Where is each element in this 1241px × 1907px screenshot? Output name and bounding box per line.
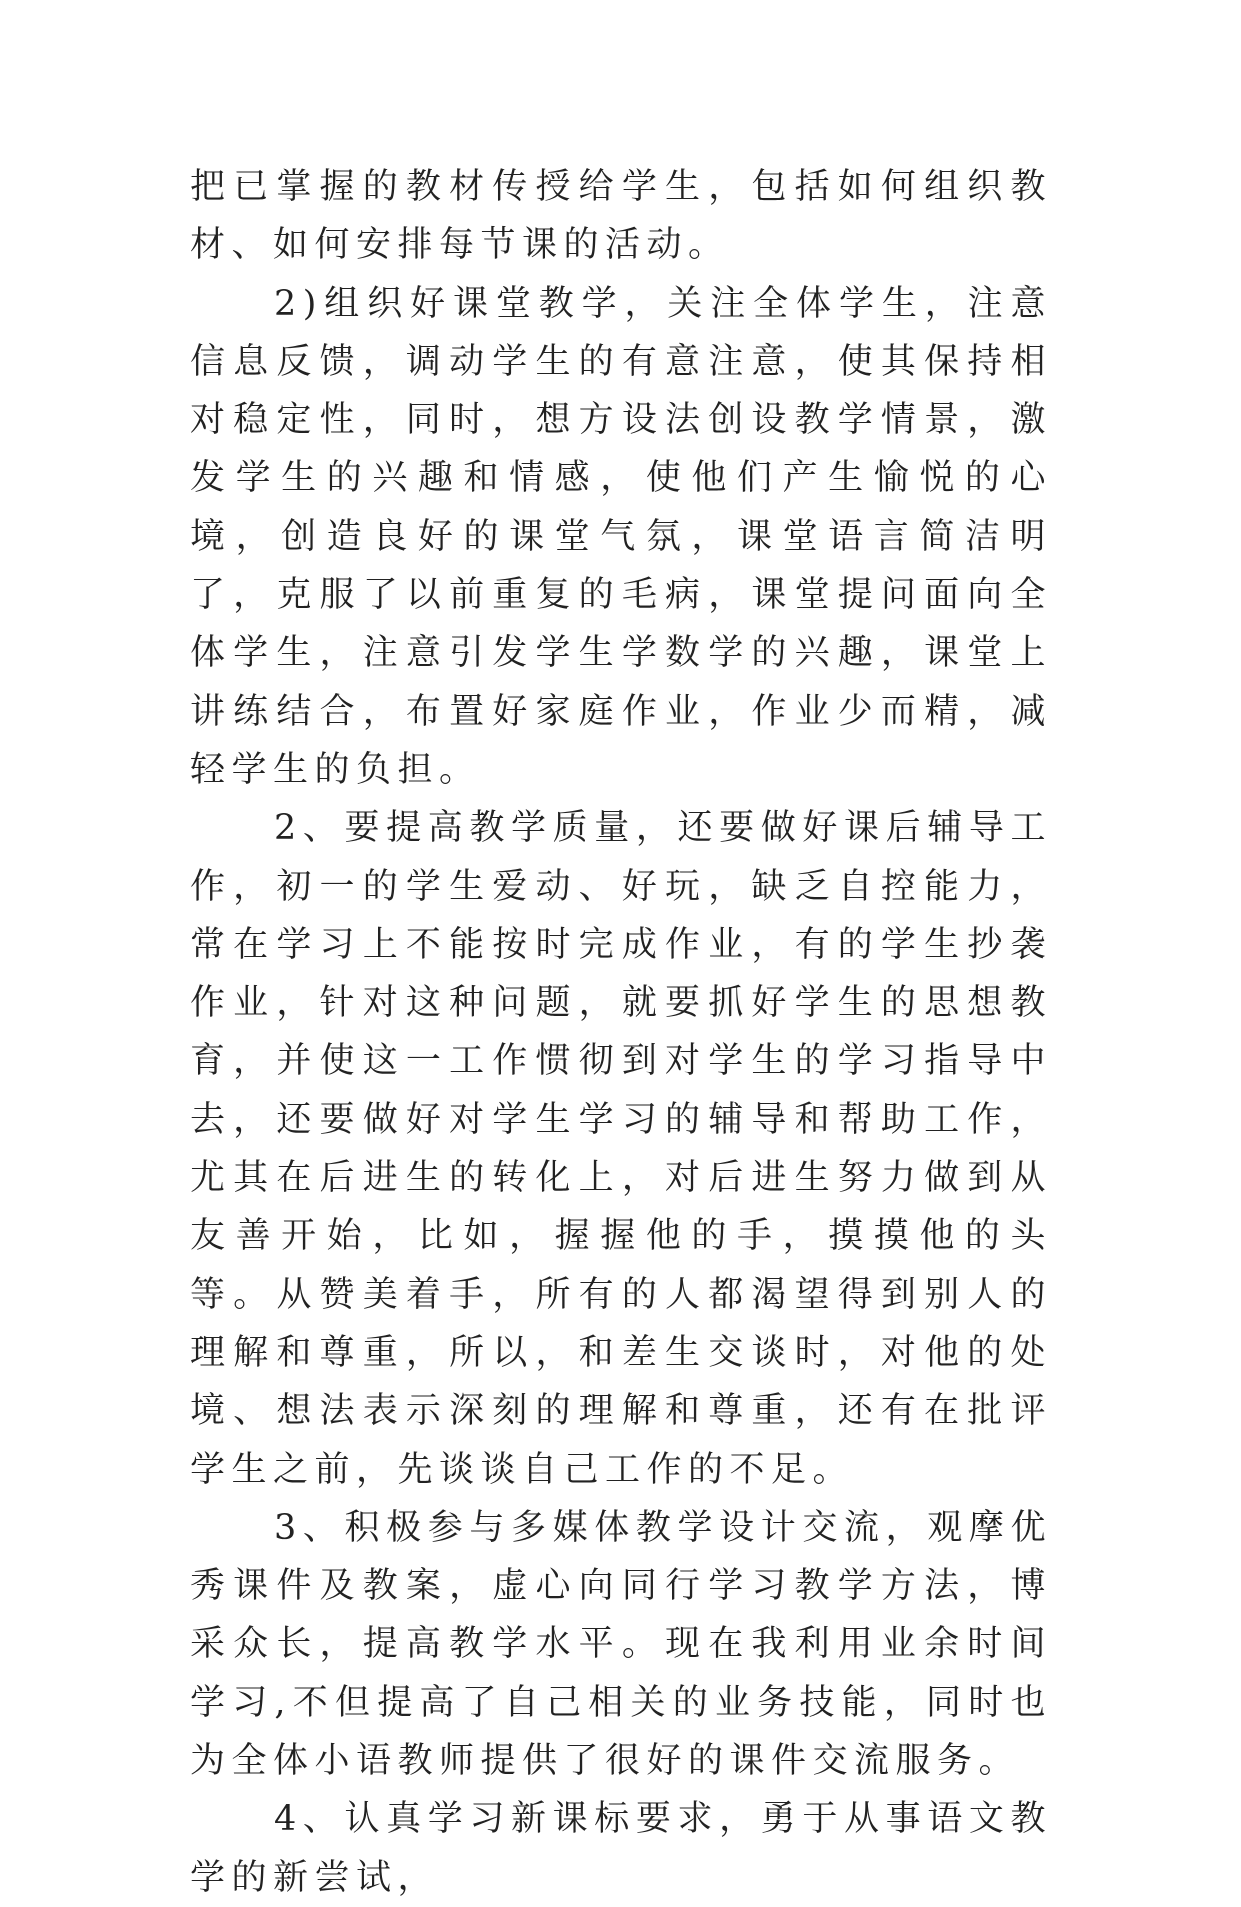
paragraph-4: 3、积极参与多媒体教学设计交流，观摩优秀课件及教案，虚心向同行学习教学方法，博采众长，提高教学水平。现在我利用业余时间学习,不但提高了自己相关的业务技能，同时也为全体小语教师提供了很好的课件交流服务。 (190, 1507, 1052, 1782)
paragraph-1: 把已掌握的教材传授给学生，包括如何组织教材、如何安排每节课的活动。 (190, 167, 1052, 266)
document-body (190, 158, 1052, 1907)
paragraph-2: 2)组织好课堂教学，关注全体学生，注意信息反馈，调动学生的有意注意，使其保持相对稳定性，同时，想方设法创设教学情景，激发学生的兴趣和情感，使他们产生愉悦的心境，创造良好的课堂气氛，课堂语言简洁明了，克服了以前重复的毛病，课堂提问面向全体学生，注意引发学生学数学的兴趣，课堂上讲练结合，布置好家庭作业，作业少而精，减轻学生的负担。 (190, 283, 1052, 790)
paragraph-3: 2、要提高教学质量，还要做好课后辅导工作，初一的学生爱动、好玩，缺乏自控能力，常在学习上不能按时完成作业，有的学生抄袭作业，针对这种问题，就要抓好学生的思想教育，并使这一工作惯彻到对学生的学习指导中去，还要做好对学生学习的辅导和帮助工作，尤其在后进生的转化上，对后进生努力做到从友善开始，比如，握握他的手，摸摸他的头等。从赞美着手，所有的人都渴望得到别人的理解和尊重，所以，和差生交谈时，对他的处境、想法表示深刻的理解和尊重，还有在批评学生之前，先谈谈自己工作的不足。 (190, 808, 1052, 1490)
paragraph-5: 4、认真学习新课标要求，勇于从事语文教学的新尝试， (190, 1799, 1052, 1898)
